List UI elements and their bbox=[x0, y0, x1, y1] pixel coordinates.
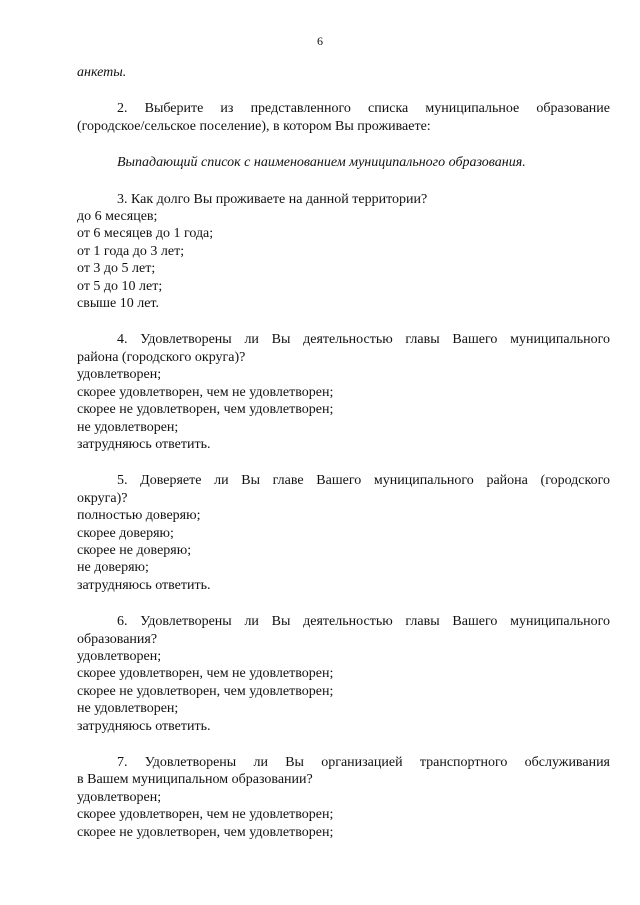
option-item: от 1 года до 3 лет; bbox=[77, 243, 185, 259]
question-6-text-line-1: 6. Удовлетворены ли Вы деятельностью главы Вашего муниципального bbox=[117, 614, 611, 630]
option-item: затрудняюсь ответить. bbox=[77, 577, 211, 593]
intro-tail: анкеты. bbox=[77, 65, 127, 80]
option-item: не доверяю; bbox=[77, 560, 149, 576]
option-item: затрудняюсь ответить. bbox=[77, 718, 211, 734]
option-item: скорее удовлетворен, чем не удовлетворен; bbox=[77, 384, 334, 400]
question-3 bbox=[77, 191, 610, 313]
question-7-options bbox=[77, 789, 610, 841]
option-item: скорее удовлетворен, чем не удовлетворен; bbox=[77, 666, 334, 682]
option-item: скорее удовлетворен, чем не удовлетворен; bbox=[77, 807, 334, 823]
option-item: скорее не удовлетворен, чем удовлетворен; bbox=[77, 683, 334, 699]
option-item: от 5 до 10 лет; bbox=[77, 278, 163, 294]
question-2-text-line-2: (городское/сельское поселение), в котором Вы проживаете: bbox=[77, 118, 431, 134]
question-3-number: 3. bbox=[117, 191, 128, 207]
question-7-text-line-1: 7. Удовлетворены ли Вы организацией транспортного обслуживания bbox=[117, 755, 610, 770]
option-item: не удовлетворен; bbox=[77, 701, 179, 717]
option-item: удовлетворен; bbox=[77, 648, 162, 664]
question-5-text-line-2: округа)? bbox=[77, 490, 128, 506]
page-number: 6 bbox=[317, 34, 323, 48]
option-item: скорее не доверяю; bbox=[77, 542, 192, 558]
question-4-text-line-1: 4. Удовлетворены ли Вы деятельностью главы Вашего муниципального bbox=[117, 332, 611, 348]
question-7-number: 7. bbox=[117, 755, 128, 770]
question-2-dropdown-hint: Выпадающий список с наименованием муниципального образования. bbox=[117, 155, 526, 171]
option-item: до 6 месяцев; bbox=[77, 209, 158, 225]
question-3-options bbox=[77, 208, 610, 312]
option-item: полностью доверяю; bbox=[77, 508, 201, 524]
question-5 bbox=[77, 472, 610, 594]
question-4-text-line-2: района (городского округа)? bbox=[77, 349, 246, 365]
question-6 bbox=[77, 613, 610, 735]
option-item: от 6 месяцев до 1 года; bbox=[77, 226, 214, 242]
option-item: скорее не удовлетворен, чем удовлетворен; bbox=[77, 824, 334, 840]
question-3-text: 3. Как долго Вы проживаете на данной территории? bbox=[117, 191, 428, 207]
question-4-number: 4. bbox=[117, 332, 128, 348]
option-item: свыше 10 лет. bbox=[77, 296, 159, 312]
question-2-number: 2. bbox=[117, 101, 128, 117]
question-5-options bbox=[77, 507, 610, 594]
question-5-number: 5. bbox=[117, 473, 128, 489]
question-4-options bbox=[77, 366, 610, 453]
option-item: не удовлетворен; bbox=[77, 419, 179, 435]
question-6-options bbox=[77, 648, 610, 735]
option-item: удовлетворен; bbox=[77, 789, 162, 805]
option-item: от 3 до 5 лет; bbox=[77, 261, 156, 277]
question-2 bbox=[77, 100, 610, 171]
option-item: удовлетворен; bbox=[77, 367, 162, 383]
question-4 bbox=[77, 331, 610, 453]
question-5-text-line-1: 5. Доверяете ли Вы главе Вашего муниципального района (городского bbox=[117, 473, 611, 489]
question-6-text-line-2: образования? bbox=[77, 631, 158, 647]
option-item: скорее не удовлетворен, чем удовлетворен; bbox=[77, 402, 334, 418]
question-6-number: 6. bbox=[117, 614, 128, 630]
question-2-text-line-1: 2. Выберите из представленного списка муниципальное образование bbox=[117, 101, 610, 117]
question-7-text-line-2: в Вашем муниципальном образовании? bbox=[77, 772, 313, 788]
option-item: затрудняюсь ответить. bbox=[77, 436, 211, 452]
option-item: скорее доверяю; bbox=[77, 525, 174, 541]
question-7 bbox=[77, 754, 610, 841]
document-body bbox=[77, 64, 610, 841]
